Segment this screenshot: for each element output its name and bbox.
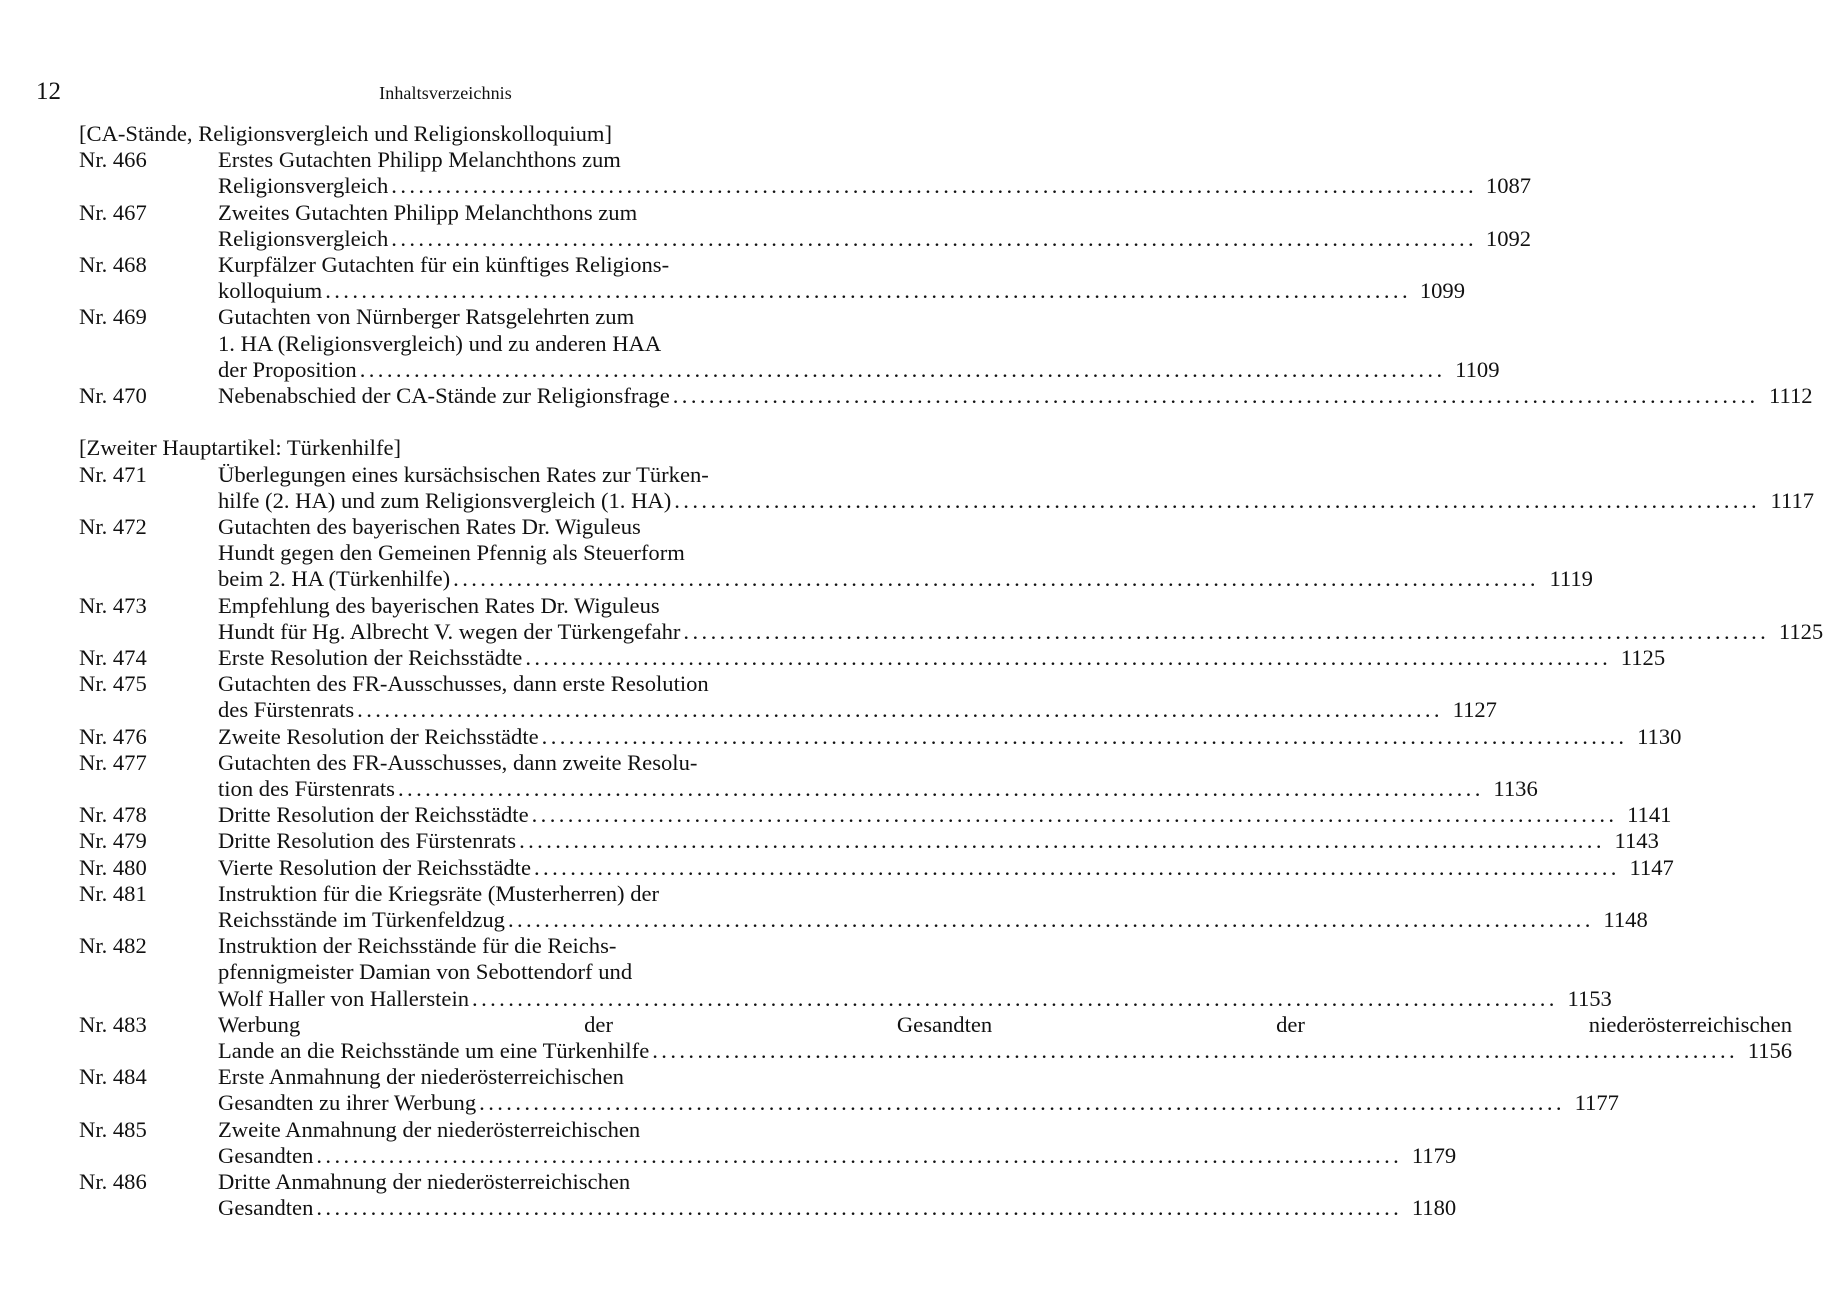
entry-title (218, 147, 1531, 199)
entry-title (218, 200, 1531, 252)
page-reference: 1141 (1627, 802, 1672, 828)
entry-title-line: Gutachten des FR-Ausschusses, dann erste Resolution (218, 671, 709, 697)
toc-section (79, 121, 1813, 409)
entry-title (218, 383, 1813, 409)
entry-title (218, 462, 1814, 514)
entry-title (218, 1012, 1792, 1064)
entry-title-line: pfennigmeister Damian von Sebottendorf und (218, 959, 633, 985)
entry-number: Nr. 486 (79, 1169, 147, 1195)
entry-title (218, 1117, 1456, 1169)
entry-title (218, 304, 1500, 383)
entry-title-line: Erste Anmahnung der niederösterreichischen (218, 1064, 624, 1090)
dot-leader: ........................................................................................................................ (316, 1195, 1403, 1221)
dot-leader: ........................................................................................................................ (507, 907, 1594, 933)
entry-title-line: Vierte Resolution der Reichsstädte (218, 854, 531, 880)
dot-leader: ........................................................................................................................ (397, 776, 1484, 802)
toc-section (79, 435, 1823, 1221)
page-reference: 1136 (1493, 776, 1538, 802)
entry-title-line: Hundt gegen den Gemeinen Pfennig als Steuerform (218, 540, 685, 566)
entry-number: Nr. 479 (79, 828, 147, 854)
entry-title-line: Zweites Gutachten Philipp Melanchthons zum (218, 199, 638, 225)
entry-title-line: beim 2. HA (Türkenhilfe) (218, 566, 451, 592)
entry-last-line (218, 566, 1593, 592)
entry-number: Nr. 470 (79, 383, 147, 409)
page-reference: 1130 (1637, 723, 1682, 749)
dot-leader: ........................................................................................................................ (674, 487, 1761, 513)
entry-last-line (218, 724, 1681, 750)
entry-title-line: Erste Resolution der Reichsstädte (218, 645, 523, 671)
toc-entry (79, 304, 1500, 383)
entry-number: Nr. 483 (79, 1011, 147, 1037)
toc-entry (79, 1169, 1457, 1221)
page-reference: 1092 (1485, 225, 1532, 251)
entry-last-line (218, 828, 1659, 854)
entry-title-line: Kurpfälzer Gutachten für ein künftiges Religions- (218, 252, 670, 278)
entry-title (218, 933, 1612, 1012)
entry-title (218, 750, 1538, 802)
entry-number: Nr. 480 (79, 854, 147, 880)
dot-leader: ........................................................................................................................ (519, 828, 1605, 854)
entry-title-line: Gesandten (218, 1142, 314, 1168)
entry-number: Nr. 473 (79, 592, 147, 618)
toc-entry (79, 1011, 1793, 1064)
entry-title-line: Zweite Resolution der Reichsstädte (218, 723, 539, 749)
entry-number: Nr. 481 (79, 880, 147, 906)
dot-leader: ........................................................................................................................ (453, 566, 1539, 592)
entry-last-line (218, 855, 1674, 881)
entry-title-line: Nebenabschied der CA-Stände zur Religionsfrage (218, 383, 670, 409)
entry-last-line (218, 1143, 1456, 1169)
entry-number: Nr. 475 (79, 671, 147, 697)
toc-entry (79, 252, 1465, 304)
page-reference: 1117 (1770, 487, 1815, 513)
entry-title-line: Gutachten des FR-Ausschusses, dann zweite Resolu- (218, 749, 698, 775)
entry-last-line (218, 776, 1538, 802)
entry-title (218, 514, 1593, 593)
dot-leader: ........................................................................................................................ (357, 697, 1443, 723)
entry-number: Nr. 485 (79, 1116, 147, 1142)
entry-title-line: Gutachten des bayerischen Rates Dr. Wiguleus (218, 514, 641, 540)
toc-entry (79, 592, 1823, 645)
entry-number: Nr. 484 (79, 1064, 147, 1090)
entry-title (218, 671, 1497, 723)
page-reference: 1153 (1567, 985, 1612, 1011)
entry-title-line: Erstes Gutachten Philipp Melanchthons zum (218, 147, 621, 173)
dot-leader: ........................................................................................................................ (359, 356, 1446, 382)
entry-number: Nr. 471 (79, 461, 147, 487)
entry-last-line (218, 173, 1531, 199)
entry-number: Nr. 466 (79, 147, 147, 173)
entry-title-line: Dritte Anmahnung der niederösterreichischen (218, 1169, 631, 1195)
entry-number: Nr. 477 (79, 749, 147, 775)
toc-entry (79, 723, 1682, 750)
entry-title-line: Gesandten (218, 1195, 314, 1221)
entry-title-line: hilfe (2. HA) und zum Religionsvergleich (1. HA) (218, 487, 672, 513)
page-reference: 1125 (1620, 645, 1666, 671)
dot-leader: ........................................................................................................................ (391, 173, 1478, 199)
toc-entry (79, 933, 1612, 1012)
toc-entry (79, 1116, 1457, 1169)
entry-title (218, 881, 1648, 933)
entry-title-line: Empfehlung des bayerischen Rates Dr. Wiguleus (218, 592, 660, 618)
entry-last-line (218, 619, 1823, 645)
entry-number: Nr. 478 (79, 802, 147, 828)
toc-entry (79, 671, 1497, 723)
dot-leader: ........................................................................................................................ (325, 278, 1411, 304)
entry-number: Nr. 467 (79, 199, 147, 225)
toc-entry (79, 828, 1659, 854)
toc-entry (79, 147, 1532, 199)
entry-title-line: kolloquium (218, 278, 323, 304)
section-heading: [CA-Stände, Religionsvergleich und Religionskolloquium] (79, 121, 612, 146)
entry-last-line (218, 986, 1612, 1012)
page-reference: 1156 (1747, 1038, 1793, 1064)
entry-title (218, 645, 1665, 671)
entry-title (218, 252, 1465, 304)
entry-title (218, 724, 1681, 750)
dot-leader: ........................................................................................................................ (391, 225, 1478, 251)
table-of-contents (79, 121, 1823, 1222)
entry-title (218, 828, 1659, 854)
dot-leader: ........................................................................................................................ (652, 1038, 1739, 1064)
page-reference: 1147 (1629, 854, 1674, 880)
entry-last-line (218, 802, 1671, 828)
entry-number: Nr. 476 (79, 723, 147, 749)
entry-title-line: Lande an die Reichsstände um eine Türkenhilfe (218, 1038, 650, 1064)
entry-title-line: Instruktion für die Kriegsräte (Musterherren) der (218, 880, 660, 906)
toc-entry (79, 854, 1674, 881)
toc-entry (79, 383, 1813, 409)
dot-leader: ........................................................................................................................ (672, 383, 1759, 409)
toc-entry (79, 880, 1648, 933)
running-title: Inhaltsverzeichnis (379, 83, 512, 103)
entry-title-line: Religionsvergleich (218, 173, 389, 199)
entry-title-line: Hundt für Hg. Albrecht V. wegen der Türkengefahr (218, 618, 681, 644)
dot-leader: ........................................................................................................................ (316, 1142, 1403, 1168)
entry-number: Nr. 472 (79, 514, 147, 540)
page-reference: 1180 (1411, 1195, 1457, 1221)
dot-leader: ........................................................................................................................ (525, 645, 1612, 671)
entry-last-line (218, 226, 1531, 252)
toc-entry (79, 1064, 1619, 1116)
entry-number: Nr. 469 (79, 304, 147, 330)
page-reference: 1143 (1614, 828, 1659, 854)
entry-title-line: Instruktion der Reichsstände für die Reichs- (218, 933, 617, 959)
entry-title-line: Reichsstände im Türkenfeldzug (218, 907, 505, 933)
entry-title (218, 1064, 1619, 1116)
entry-title (218, 593, 1823, 645)
entry-number: Nr. 468 (79, 252, 147, 278)
entry-title (218, 1169, 1456, 1221)
entry-last-line (218, 357, 1500, 383)
entry-title-line: Werbung der Gesandten der niederösterreichischen (218, 1011, 1793, 1037)
entry-title-line: Zweite Anmahnung der niederösterreichischen (218, 1116, 641, 1142)
page-reference: 1125 (1778, 618, 1823, 644)
dot-leader: ........................................................................................................................ (472, 985, 1558, 1011)
section-heading: [Zweiter Hauptartikel: Türkenhilfe] (79, 435, 402, 461)
entry-last-line (218, 488, 1814, 514)
page-number: 12 (36, 78, 61, 105)
dot-leader: ........................................................................................................................ (479, 1090, 1565, 1116)
page-reference: 1087 (1485, 173, 1532, 199)
dot-leader: ........................................................................................................................ (534, 854, 1620, 880)
entry-title-line: 1. HA (Religionsvergleich) und zu anderen HAA (218, 330, 662, 356)
entry-title (218, 855, 1674, 881)
page-reference: 1177 (1574, 1090, 1619, 1116)
entry-last-line (218, 1195, 1456, 1221)
page-reference: 1179 (1411, 1142, 1457, 1168)
dot-leader: ........................................................................................................................ (541, 723, 1628, 749)
toc-entry (79, 199, 1532, 252)
page-reference: 1099 (1419, 278, 1465, 304)
page-reference: 1148 (1603, 907, 1648, 933)
entry-title-line: Religionsvergleich (218, 225, 389, 251)
toc-entry (79, 645, 1666, 671)
page-reference: 1112 (1769, 383, 1813, 409)
toc-entry (79, 749, 1538, 802)
entry-last-line (218, 1090, 1619, 1116)
entry-last-line (218, 278, 1465, 304)
entry-title-line: Wolf Haller von Hallerstein (218, 985, 470, 1011)
entry-last-line (218, 383, 1813, 409)
entry-last-line (218, 645, 1665, 671)
toc-entry (79, 461, 1815, 514)
toc-entry (79, 514, 1593, 593)
entry-last-line (218, 907, 1648, 933)
toc-entry (79, 802, 1672, 828)
page-reference: 1119 (1549, 566, 1593, 592)
entry-number: Nr. 482 (79, 933, 147, 959)
entry-title-line: Gutachten von Nürnberger Ratsgelehrten zum (218, 304, 635, 330)
entry-title-line: tion des Fürstenrats (218, 776, 395, 802)
entry-title-line: des Fürstenrats (218, 697, 355, 723)
entry-last-line (218, 1038, 1792, 1064)
entry-last-line (218, 697, 1497, 723)
entry-title-line: Dritte Resolution des Fürstenrats (218, 828, 517, 854)
page-reference: 1109 (1455, 356, 1500, 382)
dot-leader: ........................................................................................................................ (683, 618, 1770, 644)
entry-title-line: Dritte Resolution der Reichsstädte (218, 802, 529, 828)
entry-title (218, 802, 1671, 828)
page-reference: 1127 (1452, 697, 1497, 723)
entry-number: Nr. 474 (79, 645, 147, 671)
entry-title-line: Überlegungen eines kursächsischen Rates zur Türken- (218, 461, 709, 487)
dot-leader: ........................................................................................................................ (531, 802, 1618, 828)
entry-title-line: Gesandten zu ihrer Werbung (218, 1090, 477, 1116)
entry-title-line: der Proposition (218, 356, 357, 382)
